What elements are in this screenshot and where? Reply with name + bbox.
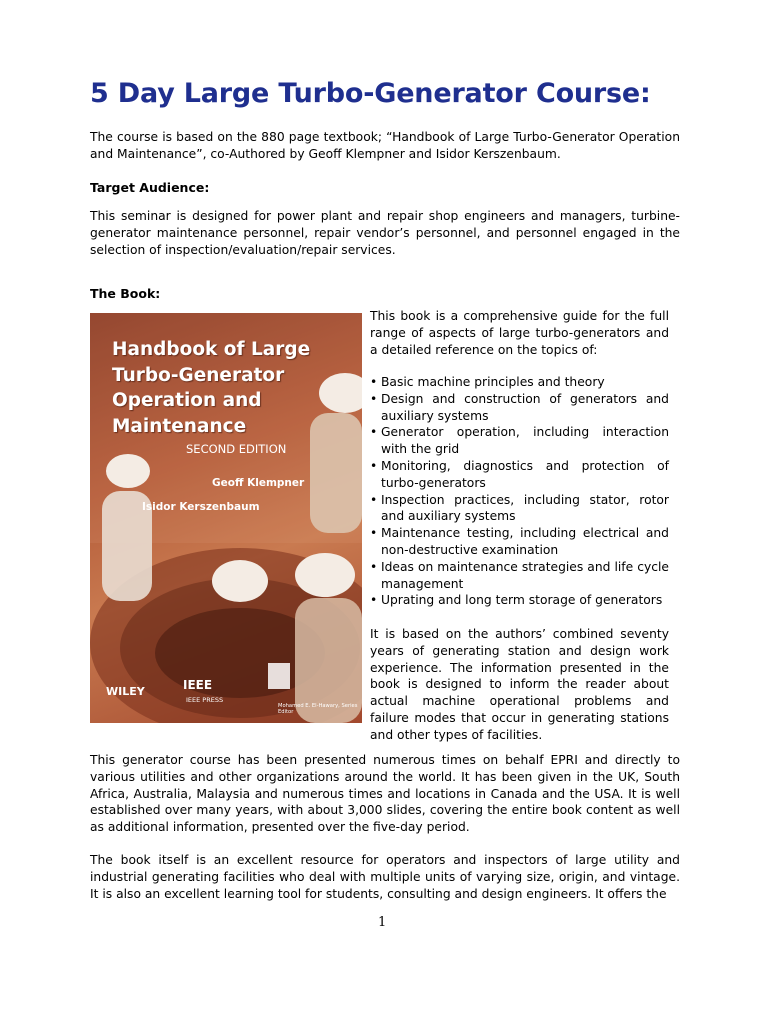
list-item: • Ideas on maintenance strategies and life cycle management [370, 559, 669, 591]
ieee-press-label: IEEE PRESS [186, 696, 224, 704]
bullet-icon: • [370, 593, 378, 608]
experience-paragraph: It is based on the authors’ combined seventy years of generating station and design work experience. The information presented in the book is designed to inform the reader about actual machine operational problems and failure modes that occur in generating stations and other types of facilities. [370, 627, 669, 742]
bullet-icon: • [370, 375, 378, 389]
course-history-paragraph: This generator course has been presented numerous times on behalf EPRI and directly to various utilities and other organizations around the world. It has been given in the UK, South Africa, Australia, Malaysia and numerous times and locations in Canada and the USA. It is well established over many years, with about 3,000 slides, covering the entire book content as well as additional information, presented over the five-day period. [90, 753, 680, 835]
target-audience-paragraph: This seminar is designed for power plant and repair shop engineers and managers, turbine-generator maintenance personnel, repair vendor’s personnel, and personnel engaged in the selection of inspection/evaluation/repair services. [90, 209, 680, 257]
bullet-icon: • [370, 458, 378, 473]
list-item: • Uprating and long term storage of generators [370, 593, 663, 608]
list-item: • Basic machine principles and theory [370, 375, 605, 389]
intro-paragraph: The course is based on the 880 page textbook; “Handbook of Large Turbo-Generator Operation and Maintenance”, co-Authored by Geoff Klempner and Isidor Kerszenbaum. [90, 130, 680, 161]
cover-author-klempner: Geoff Klempner [212, 477, 305, 489]
series-editor-label: Mohamed E. El-Hawary, Series Editor [278, 703, 358, 715]
list-item: • Monitoring, diagnostics and protection of turbo-generators [370, 458, 669, 490]
cover-title: Handbook of Large Turbo-Generator Operation and Maintenance [112, 339, 311, 437]
book-heading: The Book: [90, 286, 161, 301]
book-cover-image [90, 313, 362, 723]
book-resource-paragraph: The book itself is an excellent resource for operators and inspectors of large utility and industrial generating facilities who deal with multiple units of varying size, origin, and vintage. It is also an excellent learning tool for students, consulting and design engineers. It offers the [90, 853, 680, 901]
topics-list [370, 374, 669, 609]
list-item: • Inspection practices, including stator, rotor and auxiliary systems [370, 492, 669, 524]
bullet-icon: • [370, 492, 378, 507]
bullet-icon: • [370, 391, 378, 406]
list-item: • Generator operation, including interaction with the grid [370, 425, 669, 457]
bullet-icon: • [370, 526, 378, 541]
book-summary: This book is a comprehensive guide for the full range of aspects of large turbo-generators and a detailed reference on the topics of: [370, 309, 669, 357]
target-audience-heading: Target Audience: [90, 180, 210, 195]
page-number: 1 [378, 915, 387, 930]
bullet-icon: • [370, 425, 378, 440]
list-item: • Maintenance testing, including electrical and non-destructive examination [370, 526, 669, 557]
wiley-logo: WILEY [106, 685, 145, 698]
cover-edition: SECOND EDITION [186, 442, 287, 456]
ieee-logo: IEEE [183, 678, 213, 692]
page-title: 5 Day Large Turbo-Generator Course: [90, 78, 651, 109]
list-item: • Design and construction of generators and auxiliary systems [370, 391, 669, 423]
bullet-icon: • [370, 559, 378, 574]
cover-author-kerszenbaum: Isidor Kerszenbaum [142, 501, 260, 513]
